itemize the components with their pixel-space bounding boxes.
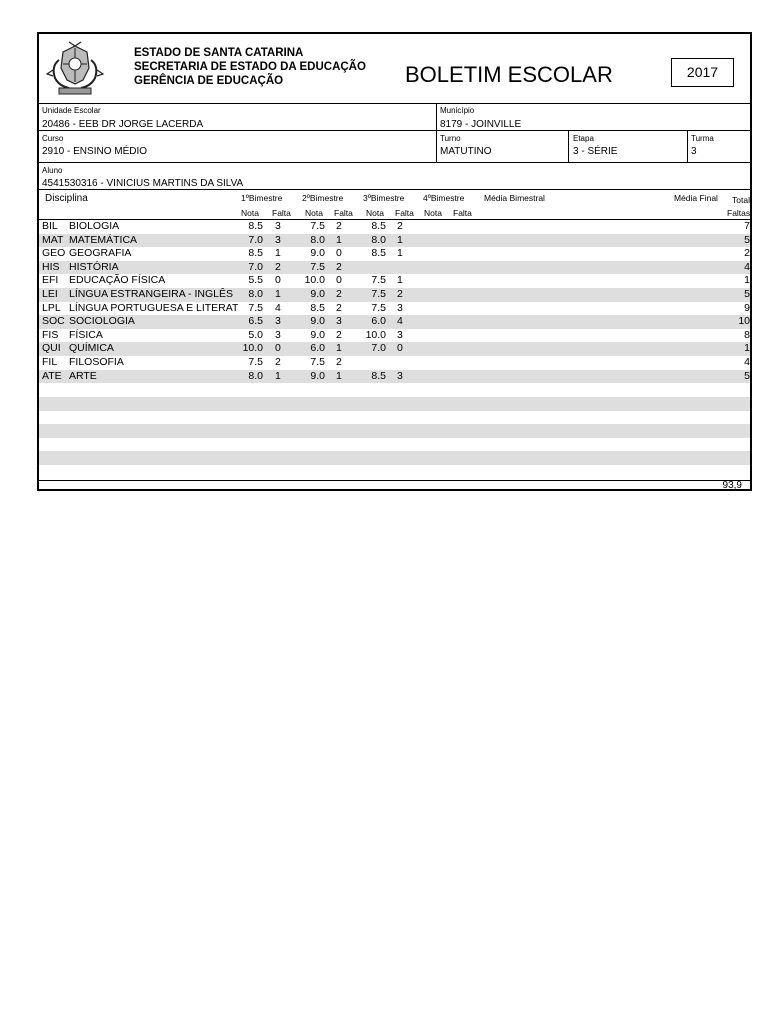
grade-b2: 9.0 [310,328,325,341]
grade-b1: 8.5 [248,220,263,232]
grade-b2: 9.0 [310,288,325,300]
absence-b3: 3 [397,369,403,382]
subject-name: LÍNGUA PORTUGUESA E LITERAT [69,301,239,314]
absence-b1: 3 [275,328,281,341]
falta-header-4: Falta [453,208,472,218]
subject-name: HISTÓRIA [69,260,119,273]
total-absences: 5 [744,233,750,246]
grade-b2: 8.5 [310,301,325,314]
empty-row [39,451,750,465]
student-label: Aluno [42,166,63,175]
avg-final-header: Média Final [674,193,718,203]
grade-b3: 8.5 [371,247,386,260]
grade-b2: 9.0 [310,315,325,328]
grade-b2: 7.5 [310,220,325,232]
subject-code: MAT [42,233,64,246]
bim2-header: 2ºBimestre [302,193,344,203]
grade-b1: 6.5 [248,315,263,328]
grade-b3: 10.0 [365,328,386,341]
grade-b2: 10.0 [304,274,325,287]
absence-b2: 2 [336,301,342,314]
table-row [39,342,750,356]
nota-header-4: Nota [424,208,442,218]
total-absences: 9 [744,301,750,314]
subject-code: EFI [42,274,59,287]
school-label: Unidade Escolar [42,106,101,115]
subject-code: BIL [42,220,58,232]
document-title: BOLETIM ESCOLAR [405,62,613,87]
absence-b2: 0 [336,274,342,287]
grade-b1: 8.5 [248,247,263,260]
management-name: GERÊNCIA DE EDUCAÇÃO [134,75,284,87]
total-absences: 10 [738,315,750,328]
grade-b3: 7.5 [371,301,386,314]
table-row [39,261,750,275]
falta-header-2: Falta [334,208,353,218]
falta-header-1: Falta [272,208,291,218]
table-row [39,220,750,234]
total-header-1: Total [732,195,750,205]
absence-b3: 0 [397,342,403,355]
subject-code: HIS [42,260,60,273]
absence-b1: 1 [275,247,281,260]
grades-body [39,220,750,484]
student-value: 4541530316 - VINICIUS MARTINS DA SILVA [42,178,244,189]
absence-b1: 3 [275,233,281,246]
absence-b2: 2 [336,220,342,232]
grade-b1: 10.0 [242,342,263,355]
absence-b2: 0 [336,247,342,260]
absence-b3: 1 [397,274,403,287]
stage-label: Etapa [573,134,594,143]
table-row [39,302,750,316]
absence-b1: 0 [275,342,281,355]
subject-name: MATEMÁTICA [69,233,138,246]
grade-b2: 9.0 [310,369,325,382]
avg-bim-header: Média Bimestral [484,193,545,203]
table-row [39,288,750,302]
subject-name: BIOLOGIA [69,220,120,232]
total-absences: 1 [744,274,750,287]
report-card [37,32,752,491]
bim3-header: 3ºBimestre [363,193,405,203]
absence-b2: 1 [336,233,342,246]
absence-b2: 2 [336,260,342,273]
grade-b1: 7.0 [248,233,263,246]
bim1-header: 1ºBimestre [241,193,283,203]
year-box: 2017 [671,58,734,87]
table-row [39,356,750,370]
subject-name: ARTE [69,369,97,382]
shift-value: MATUTINO [440,146,492,157]
grade-b3: 7.0 [371,342,386,355]
subject-name: FILOSOFIA [69,356,124,368]
table-row [39,370,750,384]
class-label: Turma [691,134,714,143]
class-value: 3 [691,146,697,157]
grade-b3: 8.0 [371,233,386,246]
grade-b1: 7.5 [248,301,263,314]
grade-b3: 8.5 [371,220,386,232]
total-absences: 2 [744,247,750,260]
absence-b1: 1 [275,288,281,300]
total-absences: 5 [744,288,750,300]
table-row [39,315,750,329]
grade-b3: 8.5 [371,369,386,382]
city-value: 8179 - JOINVILLE [440,119,522,130]
bim4-header: 4ºBimestre [423,193,465,203]
absence-b3: 2 [397,288,403,300]
course-value: 2910 - ENSINO MÉDIO [42,146,148,157]
subject-code: GEO [42,247,66,260]
grade-b1: 8.0 [248,369,263,382]
course-label: Curso [42,134,64,143]
empty-row [39,424,750,438]
school-value: 20486 - EEB DR JORGE LACERDA [42,119,204,130]
absence-b2: 1 [336,342,342,355]
subject-name: SOCIOLOGIA [69,315,135,328]
stage-value: 3 - SÉRIE [573,146,618,157]
absence-b2: 2 [336,356,342,368]
grade-b2: 9.0 [310,247,325,260]
absence-b3: 1 [397,233,403,246]
total-header-2: Faltas [727,208,751,218]
state-coat-of-arms-icon [45,40,105,100]
subject-name: FÍSICA [69,328,103,341]
falta-header-3: Falta [395,208,414,218]
total-absences: 7 [744,220,750,232]
subject-name: EDUCAÇÃO FÍSICA [69,274,166,287]
table-row [39,274,750,288]
grade-b1: 5.0 [248,328,263,341]
absence-b1: 3 [275,315,281,328]
absence-b1: 3 [275,220,281,232]
state-name: ESTADO DE SANTA CATARINA [134,47,304,59]
subject-code: SOC [42,315,65,328]
subject-code: LPL [42,301,61,314]
subject-code: FIL [42,356,58,368]
nota-header-2: Nota [305,208,323,218]
subject-name: LÍNGUA ESTRANGEIRA - INGLÊS [69,288,233,300]
grade-b1: 5.5 [248,274,263,287]
absence-b3: 1 [397,247,403,260]
overall-attendance-value: 93,9 [722,480,742,491]
absence-b2: 1 [336,369,342,382]
absence-b3: 4 [397,315,403,328]
total-absences: 4 [744,356,750,368]
city-label: Município [440,106,475,115]
absence-b2: 2 [336,328,342,341]
nota-header-3: Nota [366,208,384,218]
grade-b1: 8.0 [248,288,263,300]
subject-code: QUI [42,342,61,355]
absence-b2: 2 [336,288,342,300]
subject-code: LEI [42,288,58,300]
absence-b3: 3 [397,328,403,341]
absence-b3: 3 [397,301,403,314]
grade-b2: 6.0 [310,342,325,355]
subject-code: FIS [42,328,59,341]
grade-b3: 7.5 [371,274,386,287]
grade-b2: 7.5 [310,356,325,368]
table-row [39,329,750,343]
grade-b1: 7.0 [248,260,263,273]
subject-name: QUÍMICA [69,342,114,355]
absence-b1: 2 [275,260,281,273]
table-row [39,234,750,248]
subject-name: GEOGRAFIA [69,247,132,260]
shift-label: Turno [440,134,461,143]
grade-b3: 7.5 [371,288,386,300]
empty-row [39,397,750,411]
absence-b1: 1 [275,369,281,382]
grade-b1: 7.5 [248,356,263,368]
nota-header-1: Nota [241,208,259,218]
grade-b3: 6.0 [371,315,386,328]
total-absences: 5 [744,369,750,382]
absence-b2: 3 [336,315,342,328]
absence-b3: 2 [397,220,403,232]
total-absences: 4 [744,260,750,273]
grade-b2: 7.5 [310,260,325,273]
table-row [39,247,750,261]
total-absences: 1 [744,342,750,355]
absence-b1: 4 [275,301,281,314]
subject-code: ATE [42,369,62,382]
grade-b2: 8.0 [310,233,325,246]
total-absences: 8 [744,328,750,341]
subject-header: Disciplina [45,193,88,204]
absence-b1: 0 [275,274,281,287]
absence-b1: 2 [275,356,281,368]
secretariat-name: SECRETARIA DE ESTADO DA EDUCAÇÃO [134,61,366,73]
